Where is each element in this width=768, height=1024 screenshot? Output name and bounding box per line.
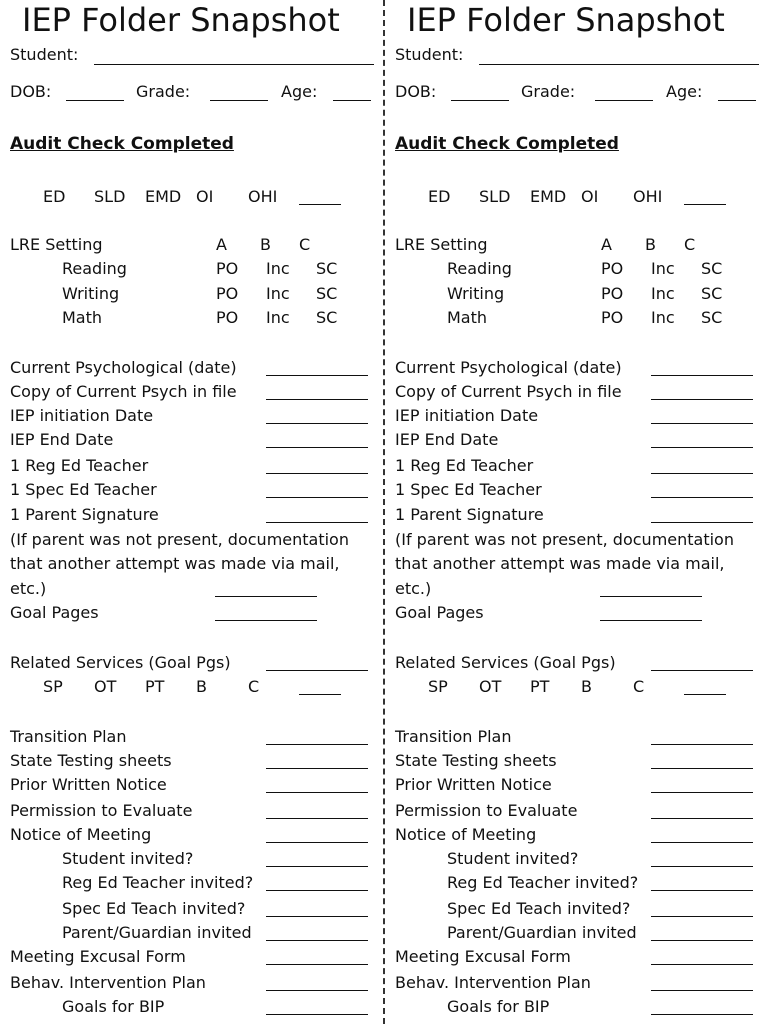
checklist-item: State Testing sheets [395,751,557,770]
checklist-blank-line [266,375,368,376]
grade-line [595,100,653,101]
bip-goals-blank-line [651,1014,753,1015]
service-code: B [196,677,207,696]
checklist-item: 1 Spec Ed Teacher [10,480,157,499]
checklist-blank-line [651,473,753,474]
checklist-item: Prior Written Notice [395,775,552,794]
lre-placement: SC [701,259,723,278]
grade-label: Grade: [136,82,191,101]
lre-option: A [601,235,612,254]
disability-code: ED [428,187,451,206]
disability-other-line [299,204,341,205]
checklist-item: 1 Reg Ed Teacher [395,456,534,475]
checklist-item: Notice of Meeting [395,825,537,844]
checklist-blank-line [651,818,753,819]
lre-option: B [645,235,656,254]
audit-heading: Audit Check Completed [10,134,234,154]
checklist-blank-line [266,818,368,819]
checklist-item: Behav. Intervention Plan [395,973,591,992]
checklist-item: Transition Plan [10,727,127,746]
invite-blank-line [651,916,753,917]
parent-note-blank-line [600,596,702,597]
checklist-blank-line [651,497,753,498]
parent-note-line: (If parent was not present, documentation [395,530,734,549]
lre-placement: PO [216,284,239,303]
parent-note-line: (If parent was not present, documentation [10,530,349,549]
checklist-blank-line [266,473,368,474]
lre-placement: SC [701,284,723,303]
service-code: PT [530,677,550,696]
grade-label: Grade: [521,82,576,101]
bip-goals-label: Goals for BIP [62,997,165,1016]
lre-placement: PO [216,308,239,327]
checklist-item: 1 Reg Ed Teacher [10,456,149,475]
lre-subject: Writing [447,284,505,303]
lre-placement: Inc [651,284,675,303]
checklist-item: IEP End Date [395,430,499,449]
parent-note-line: that another attempt was made via mail, [395,554,725,573]
checklist-item: 1 Spec Ed Teacher [395,480,542,499]
invite-blank-line [266,940,368,941]
lre-option: B [260,235,271,254]
service-code: B [581,677,592,696]
checklist-blank-line [266,399,368,400]
student-label: Student: [10,45,79,64]
goal-pages-blank-line [600,620,702,621]
checklist-item: 1 Parent Signature [10,505,159,524]
related-services-label: Related Services (Goal Pgs) [10,653,231,672]
checklist-blank-line [651,399,753,400]
service-code: PT [145,677,165,696]
age-line [718,100,756,101]
checklist-item: IEP initiation Date [395,406,539,425]
checklist-blank-line [651,990,753,991]
lre-subject: Writing [62,284,120,303]
checklist-item: IEP End Date [10,430,114,449]
checklist-item: Current Psychological (date) [10,358,237,377]
lre-placement: PO [216,259,239,278]
student-label: Student: [395,45,464,64]
disability-code: OI [196,187,214,206]
dob-line [66,100,124,101]
lre-placement: Inc [266,259,290,278]
page-title: IEP Folder Snapshot [22,1,340,39]
service-other-line [684,694,726,695]
lre-placement: SC [316,308,338,327]
parent-note-blank-line [215,596,317,597]
checklist-item: Meeting Excusal Form [10,947,186,966]
disability-other-line [684,204,726,205]
checklist-item: Permission to Evaluate [10,801,193,820]
disability-code: ED [43,187,66,206]
grade-line [210,100,268,101]
invite-blank-line [266,916,368,917]
bip-goals-label: Goals for BIP [447,997,550,1016]
lre-placement: Inc [266,284,290,303]
lre-subject: Reading [62,259,127,278]
lre-option: A [216,235,227,254]
service-code: SP [43,677,63,696]
service-code: C [248,677,260,696]
checklist-blank-line [266,990,368,991]
checklist-item: Meeting Excusal Form [395,947,571,966]
lre-placement: SC [316,284,338,303]
meeting-invite-item: Spec Ed Teach invited? [62,899,246,918]
checklist-blank-line [266,768,368,769]
meeting-invite-item: Parent/Guardian invited [447,923,637,942]
service-code: SP [428,677,448,696]
lre-placement: Inc [651,308,675,327]
service-other-line [299,694,341,695]
checklist-blank-line [651,423,753,424]
page-title: IEP Folder Snapshot [407,1,725,39]
checklist-blank-line [266,744,368,745]
lre-placement: Inc [266,308,290,327]
related-services-label: Related Services (Goal Pgs) [395,653,616,672]
checklist-item: State Testing sheets [10,751,172,770]
disability-code: SLD [479,187,511,206]
disability-code: OI [581,187,599,206]
student-name-line [94,64,374,65]
service-code: OT [94,677,117,696]
invite-blank-line [651,940,753,941]
invite-blank-line [651,890,753,891]
parent-note-line: etc.) [10,579,47,598]
checklist-blank-line [651,842,753,843]
parent-note-line: etc.) [395,579,432,598]
checklist-item: Copy of Current Psych in file [10,382,237,401]
lre-label: LRE Setting [395,235,488,254]
age-label: Age: [281,82,318,101]
checklist-blank-line [266,964,368,965]
lre-option: C [299,235,311,254]
goal-pages-label: Goal Pages [395,603,484,622]
checklist-blank-line [266,447,368,448]
age-line [333,100,371,101]
meeting-invite-item: Parent/Guardian invited [62,923,252,942]
disability-code: OHI [248,187,278,206]
meeting-invite-item: Reg Ed Teacher invited? [62,873,254,892]
invite-blank-line [266,890,368,891]
bip-goals-blank-line [266,1014,368,1015]
checklist-item: Permission to Evaluate [395,801,578,820]
checklist-item: Prior Written Notice [10,775,167,794]
goal-pages-blank-line [215,620,317,621]
lre-subject: Math [447,308,488,327]
checklist-blank-line [651,768,753,769]
dob-label: DOB: [10,82,52,101]
meeting-invite-item: Reg Ed Teacher invited? [447,873,639,892]
student-name-line [479,64,759,65]
dob-label: DOB: [395,82,437,101]
lre-option: C [684,235,696,254]
checklist-blank-line [266,842,368,843]
lre-subject: Reading [447,259,512,278]
disability-code: EMD [530,187,567,206]
meeting-invite-item: Spec Ed Teach invited? [447,899,631,918]
snapshot-card-right [385,0,763,1024]
service-code: C [633,677,645,696]
checklist-blank-line [651,964,753,965]
snapshot-card-left [0,0,378,1024]
service-code: OT [479,677,502,696]
checklist-blank-line [651,792,753,793]
lre-placement: SC [316,259,338,278]
audit-heading: Audit Check Completed [395,134,619,154]
meeting-invite-item: Student invited? [447,849,579,868]
parent-note-line: that another attempt was made via mail, [10,554,340,573]
checklist-blank-line [266,522,368,523]
checklist-item: IEP initiation Date [10,406,154,425]
checklist-blank-line [651,522,753,523]
related-services-blank-line [266,670,368,671]
checklist-item: 1 Parent Signature [395,505,544,524]
checklist-blank-line [651,744,753,745]
checklist-item: Copy of Current Psych in file [395,382,622,401]
disability-code: OHI [633,187,663,206]
lre-placement: PO [601,259,624,278]
lre-placement: Inc [651,259,675,278]
invite-blank-line [651,866,753,867]
lre-label: LRE Setting [10,235,103,254]
checklist-blank-line [266,423,368,424]
age-label: Age: [666,82,703,101]
invite-blank-line [266,866,368,867]
related-services-blank-line [651,670,753,671]
checklist-blank-line [266,792,368,793]
meeting-invite-item: Student invited? [62,849,194,868]
lre-subject: Math [62,308,103,327]
goal-pages-label: Goal Pages [10,603,99,622]
checklist-item: Transition Plan [395,727,512,746]
checklist-blank-line [651,375,753,376]
checklist-item: Behav. Intervention Plan [10,973,206,992]
disability-code: EMD [145,187,182,206]
checklist-item: Current Psychological (date) [395,358,622,377]
lre-placement: PO [601,284,624,303]
lre-placement: PO [601,308,624,327]
disability-code: SLD [94,187,126,206]
lre-placement: SC [701,308,723,327]
checklist-blank-line [266,497,368,498]
checklist-item: Notice of Meeting [10,825,152,844]
dob-line [451,100,509,101]
checklist-blank-line [651,447,753,448]
